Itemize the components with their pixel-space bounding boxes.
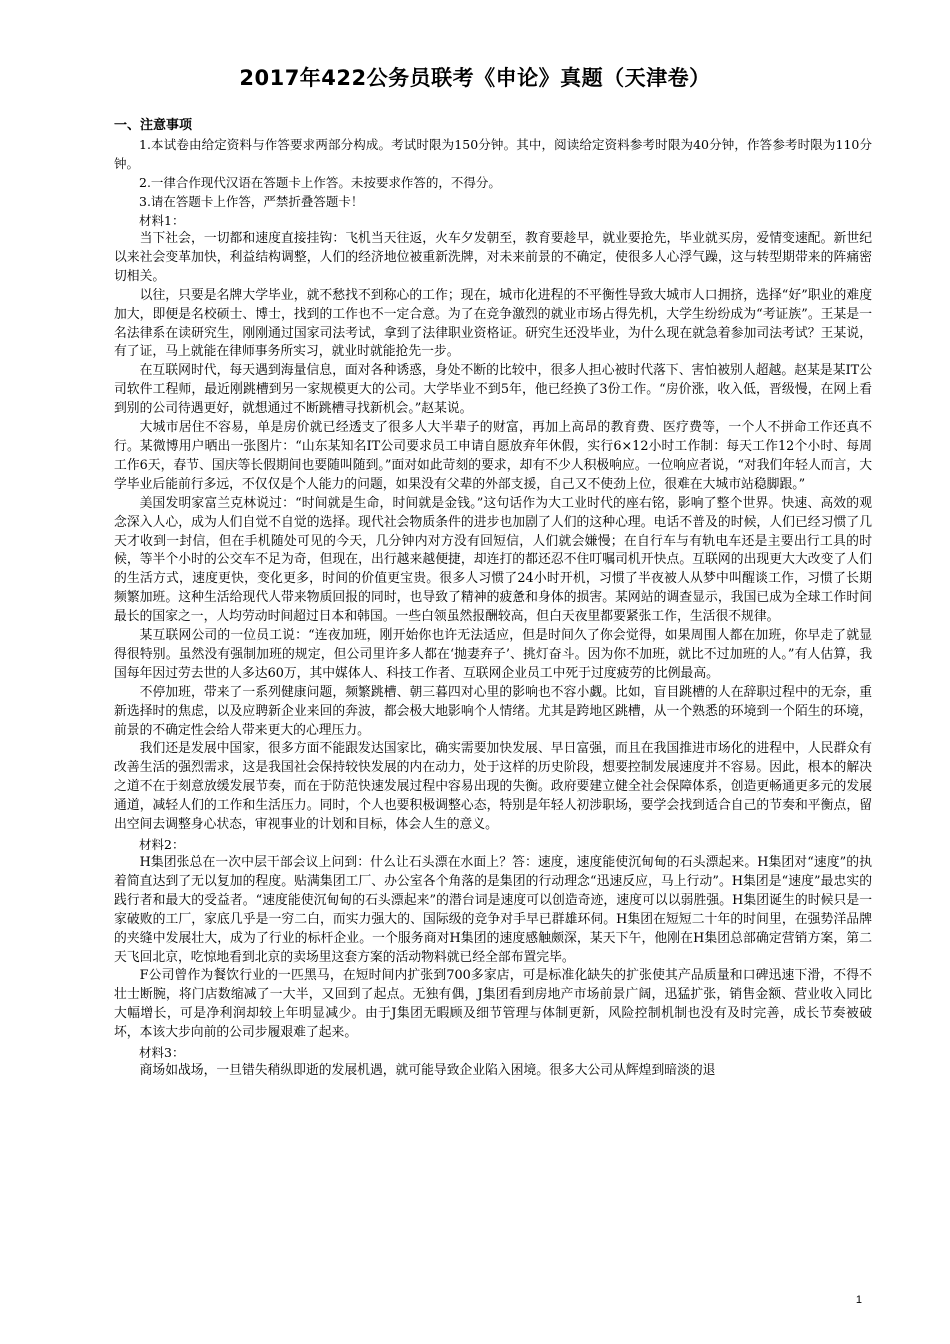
material-1-paragraph: 以往，只要是名牌大学毕业，就不愁找不到称心的工作；现在，城市化进程的不平衡性导致大城市人口拥挤，选择“好”职业的难度加大，即便是名校硕士、博士，找到的工作也不一定合意。为了在竞争激烈的就业市场占得先机，大学生纷纷成为“考证族”。王某是一名法律系在读研究生，刚刚通过国家司法考试，拿到了法律职业资格证。研究生还没毕业，为什么现在就急着参加司法考试？王某说，有了证，马上就能在律师事务所实习，就业时就能抢先一步。 — [114, 287, 872, 360]
page-number: 1 — [855, 1294, 862, 1306]
material-1-label: 材料1： — [139, 213, 185, 228]
material-2-label: 材料2： — [139, 837, 185, 852]
material-1-paragraph: 在互联网时代，每天遇到海量信息，面对各种诱惑，身处不断的比较中，很多人担心被时代落下、害怕被别人超越。赵某是某IT公司软件工程师，最近刚跳槽到另一家规模更大的公司。大学毕业不到5年，他已经换了3份工作。“房价涨，收入低，晋级慢，在网上看到别的公司待遇更好，就想通过不断跳槽寻找新机会。”赵某说。 — [114, 363, 872, 417]
material-1-paragraph: 当下社会，一切都和速度直接挂钩：飞机当天往返，火车夕发朝至，教育要趁早，就业要抢先，毕业就买房，爱情变速配。新世纪以来社会变革加快，利益结构调整，人们的经济地位被重新洗牌，对未来前景的不确定，使很多人心浮气躁，这与转型期带来的阵痛密切相关。 — [114, 231, 872, 284]
material-1-paragraph: 不停加班，带来了一系列健康问题，频繁跳槽、朝三暮四对心里的影响也不容小觑。比如，盲目跳槽的人在辞职过程中的无奈，重新选择时的焦虑，以及应聘新企业来回的奔波，都会极大地影响个人情绪。尤其是跨地区跳槽，从一个熟悉的环境到一个陌生的环境，前景的不确定性会给人带来更大的心理压力。 — [114, 684, 872, 738]
material-3-label: 材料3： — [139, 1045, 185, 1061]
notice-heading: 一、注意事项 — [114, 118, 193, 133]
material-2-paragraph: F公司曾作为餐饮行业的一匹黑马，在短时间内扩张到700多家店，可是标准化缺失的扩张使其产品质量和口碑迅速下滑，不得不壮士断腕，将门店数缩减了一大半，又回到了起点。无独有偶，J集团看到房地产市场前景广阔，迅猛扩张，销售金额、营业收入同比大幅增长，可是净利润却较上年明显减少。由于J集团无暇顾及细节管理与体制更新，风险控制机制也没有及时完善，成长节奏被破坏，本该大步向前的公司步履艰难了起来。 — [114, 968, 872, 1041]
notice-item: 1.本试卷由给定资料与作答要求两部分构成。考试时限为150分钟。其中，阅读给定资料参考时限为40分钟，作答参考时限为110分钟。 — [114, 137, 872, 171]
material-1-paragraph: 大城市居住不容易，单是房价就已经透支了很多人大半辈子的财富，再加上高昂的教育费、医疗费等，一个人不拼命工作还真不行。某微博用户晒出一张图片：“山东某知名IT公司要求员工申请自愿放弃年休假，实行6×12小时工作制：每天工作12个小时、每周工作6天，春节、国庆等长假期间也要随叫随到。”面对如此苛刻的要求，却有不少人积极响应。一位响应者说，“对我们年轻人而言，大学毕业后能前行多远，不仅仅是个人能力的问题，如果没有父辈的外部支援，自己又不使劲上位，很难在大城市站稳脚跟。” — [114, 420, 872, 492]
material-1-paragraph: 某互联网公司的一位员工说：“连夜加班，刚开始你也许无法适应，但是时间久了你会觉得，如果周围人都在加班，你早走了就显得很特别。虽然没有强制加班的规定，但公司里许多人都在‘抛妻弃子’、挑灯奋斗。因为你不加班，就比不过加班的人。”有人估算，我国每年因过劳去世的人多达60万，其中媒体人、科技工作者、互联网企业员工中死于过度疲劳的比例最高。 — [114, 628, 872, 681]
material-2-paragraph: H集团张总在一次中层干部会议上问到：什么让石头漂在水面上？答：速度，速度能使沉甸甸的石头漂起来。H集团对“速度”的执着简直达到了无以复加的程度。贴满集团工厂、办公室各个角落的是集团的行动理念“迅速反应，马上行动”。H集团是“速度”最忠实的践行者和最大的受益者。“速度能使沉甸甸的石头漂起来”的潜台词是速度可以创造奇迹，速度可以以弱胜强。H集团诞生的时候只是一家破败的工厂，家底几乎是一穷二白，而实力强大的、国际级的竞争对手早已群雄环伺。H集团在短短二十年的时间里，在强势洋品牌的夹缝中发展壮大，成为了行业的标杆企业。一个服务商对H集团的速度感触颇深，某天下午，他刚在H集团总部确定营销方案，第二天飞回北京，吃惊地看到北京的卖场里这套方案的活动物料就已经全部布置完毕。 — [114, 855, 872, 965]
notice-item: 2.一律合作现代汉语在答题卡上作答。未按要求作答的，不得分。 — [139, 175, 501, 190]
document-body — [114, 116, 872, 1081]
material-1-paragraph: 美国发明家富兰克林说过：“时间就是生命，时间就是金钱。”这句话作为大工业时代的座右铭，影响了整个世界。快速、高效的观念深入人心，成为人们自觉不自觉的选择。现代社会物质条件的进步也加剧了人们的这种心理。电话不普及的时候，人们已经习惯了几天才收到一封信，但在手机随处可见的今天，几分钟内对方没有回短信，人们就会嫌慢；在自行车与有轨电车还是主要出行工具的时候，等半个小时的公交车不足为奇，但现在，出行越来越便捷，却连打的都还忍不住叮嘱司机开快点。互联网的出现更大大改变了人们的生活方式，速度更快，变化更多，时间的价值更宝贵。很多人习惯了24小时开机，习惯了半夜被人从梦中叫醒谈工作，习惯了长期频繁加班。这种生活给现代人带来物质回报的同时，也导致了精神的疲惫和身体的损害。某网站的调查显示，我国已成为全球工作时间最长的国家之一，人均劳动时间超过日本和韩国。一些白领虽然报酬较高，但白天夜里都要紧张工作，生活很不规律。 — [114, 495, 872, 625]
material-3-paragraph: 商场如战场，一旦错失稍纵即逝的发展机遇，就可能导致企业陷入困境。很多大公司从辉煌到暗淡的退 — [139, 1063, 716, 1079]
notice-item: 3.请在答题卡上作答，严禁折叠答题卡！ — [139, 194, 364, 209]
material-1-paragraph: 我们还是发展中国家，很多方面不能跟发达国家比，确实需要加快发展、早日富强，而且在我国推进市场化的进程中，人民群众有改善生活的强烈需求，这是我国社会保持较快发展的内在动力，处于这样的历史阶段，想要控制发展速度并不容易。因此，根本的解决之道不在于刻意放缓发展节奏，而在于防范快速发展过程中容易出现的失衡。政府要建立健全社会保障体系，创造更畅通更多元的发展通道，减轻人们的工作和生活压力。同时，个人也要积极调整心态，特别是年轻人初涉职场，要学会找到适合自己的节奏和平衡点，留出空间去调整身心状态，审视事业的计划和目标，体会人生的意义。 — [114, 741, 872, 833]
page-title: 2017年422公务员联考《申论》真题（天津卷） — [239, 66, 711, 90]
